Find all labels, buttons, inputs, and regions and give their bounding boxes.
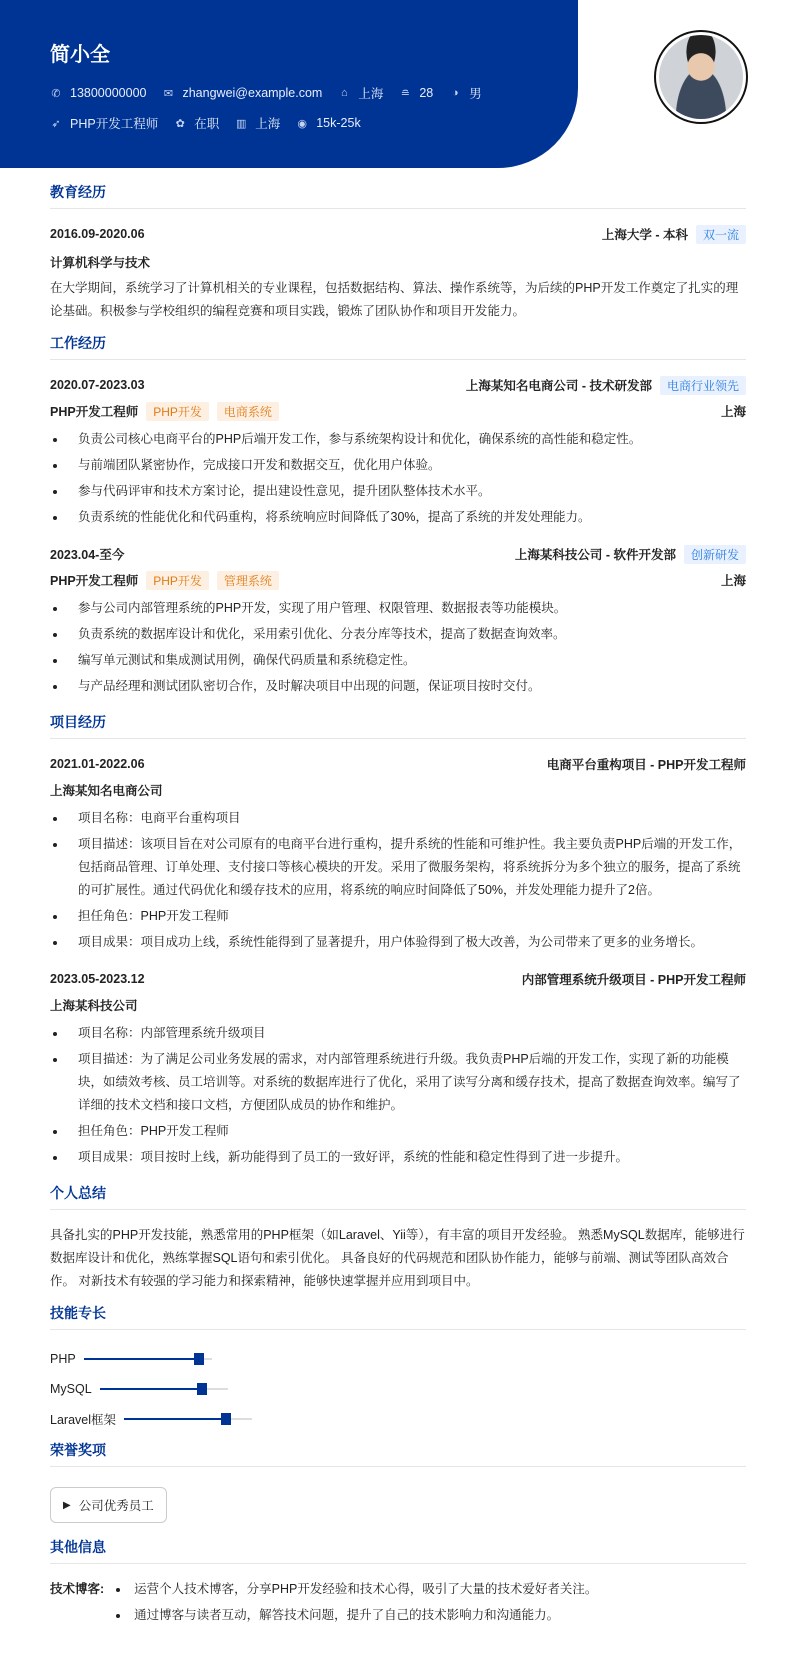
- project-company: 上海某科技公司: [50, 999, 138, 1013]
- work-city: 上海: [720, 574, 746, 588]
- work-role: PHP开发工程师: [50, 404, 139, 419]
- project-item: [50, 753, 746, 954]
- edu-tag: 双一流: [696, 225, 746, 244]
- work-city: 上海: [720, 405, 746, 419]
- skill-name: Laravel框架: [50, 1413, 116, 1427]
- award-item[interactable]: [50, 1487, 167, 1523]
- home-icon: ⌂: [341, 87, 348, 99]
- skills-title: 技能专长: [50, 1303, 746, 1330]
- skill-tag: 管理系统: [217, 571, 279, 590]
- bullet: 负责公司核心电商平台的PHP后端开发工作，参与系统架构设计和优化，确保系统的高性能和稳定性。: [50, 428, 746, 451]
- skill-level-handle: [221, 1413, 231, 1425]
- other-title: 其他信息: [50, 1537, 746, 1564]
- work-item: [50, 374, 746, 529]
- work-company: 上海某科技公司 - 软件开发部: [514, 547, 676, 562]
- bullet: 项目成果：项目按时上线，新功能得到了员工的一致好评，系统的性能和稳定性得到了进一步提升。: [50, 1146, 746, 1169]
- work-company: 上海某知名电商公司 - 技术研发部: [465, 378, 652, 393]
- project-period: 2023.05-2023.12: [50, 972, 145, 986]
- education-title: 教育经历: [50, 182, 746, 209]
- other-bullet: 运营个人技术博客，分享PHP开发经验和技术心得，吸引了大量的技术爱好者关注。: [104, 1578, 597, 1601]
- bullet: 担任角色：PHP开发工程师: [50, 1120, 746, 1143]
- candidate-name: 简小全: [50, 44, 110, 66]
- work-title: 工作经历: [50, 333, 746, 360]
- skill-tag: 电商系统: [217, 402, 279, 421]
- phone-icon: ✆: [51, 87, 61, 100]
- project-period: 2021.01-2022.06: [50, 757, 145, 771]
- bullet: 与产品经理和测试团队密切合作，及时解决项目中出现的问题，保证项目按时交付。: [50, 675, 746, 698]
- work-period: 2023.04-至今: [50, 548, 125, 562]
- work-role: PHP开发工程师: [50, 573, 139, 588]
- bullet: 项目描述：为了满足公司业务发展的需求，对内部管理系统进行升级。我负责PHP后端的开发工作，实现了新的功能模块，如绩效考核、员工培训等。对系统的数据库进行了优化，采用了读写分离和缓存技术，提高了数据查询效率。编写了详细的技术文档和接口文档，方便团队成员的协作和维护。: [50, 1048, 746, 1117]
- bullet: 项目描述：该项目旨在对公司原有的电商平台进行重构，提升系统的性能和可维护性。我主要负责PHP后端的开发工作，包括商品管理、订单处理、支付接口等核心模块的开发。采用了微服务架构，将系统拆分为多个独立的服务，提高了系统的可扩展性。通过代码优化和缓存技术的应用，将系统的响应时间降低了50%，并发处理能力提升了2倍。: [50, 833, 746, 902]
- resume-header: [0, 0, 578, 168]
- status-icon: ✿: [175, 117, 185, 130]
- gender: 男: [469, 87, 482, 101]
- projects-title: 项目经历: [50, 712, 746, 739]
- phone: 13800000000: [70, 86, 147, 100]
- bullet: 担任角色：PHP开发工程师: [50, 905, 746, 928]
- gender-icon: ◑: [451, 87, 459, 99]
- skill-name: MySQL: [50, 1382, 92, 1396]
- skill-item: [50, 1404, 400, 1434]
- work-period: 2020.07-2023.03: [50, 378, 145, 392]
- bullet: 负责系统的数据库设计和优化，采用索引优化、分表分库等技术，提高了数据查询效率。: [50, 623, 746, 646]
- edu-period: 2016.09-2020.06: [50, 227, 145, 241]
- summary-title: 个人总结: [50, 1183, 746, 1210]
- skill-level-bar: [124, 1418, 252, 1420]
- salary: 15k-25k: [316, 116, 361, 130]
- triangle-icon: ▶: [63, 1499, 71, 1511]
- edu-major: 计算机科学与技术: [50, 256, 151, 270]
- building-icon: ▥: [236, 117, 247, 130]
- email: zhangwei@example.com: [182, 86, 323, 100]
- project-name: 电商平台重构项目 - PHP开发工程师: [546, 758, 746, 772]
- bullet: 参与公司内部管理系统的PHP开发，实现了用户管理、权限管理、数据报表等功能模块。: [50, 597, 746, 620]
- project-company: 上海某知名电商公司: [50, 784, 163, 798]
- send-icon: ➶: [51, 117, 61, 130]
- work-tag: 电商行业领先: [660, 376, 746, 395]
- work-tag: 创新研发: [684, 545, 746, 564]
- status: 在职: [194, 117, 220, 131]
- bullet: 项目名称：内部管理系统升级项目: [50, 1022, 746, 1045]
- age: 28: [419, 86, 434, 100]
- avatar: [654, 30, 748, 124]
- skill-tag: PHP开发: [146, 571, 209, 590]
- project-item: [50, 968, 746, 1169]
- city: 上海: [358, 87, 384, 101]
- other-label: 技术博客:: [50, 1582, 105, 1596]
- work-city: 上海: [255, 117, 281, 131]
- skill-level-handle: [194, 1353, 204, 1365]
- other-bullet: 通过博客与读者互动，解答技术问题，提升了自己的技术影响力和沟通能力。: [104, 1604, 597, 1627]
- skill-tag: PHP开发: [146, 402, 209, 421]
- skill-level-handle: [197, 1383, 207, 1395]
- summary-text: 具备扎实的PHP开发技能，熟悉常用的PHP框架（如Laravel、Yii等），有丰富的项目开发经验。 熟悉MySQL数据库，能够进行数据库设计和优化，熟练掌握SQL语句和索引优化。 具备良好的代码规范和团队协作能力，能够与前端、测试等团队高效合作。 对新技术有较强的学习能力和探索精神，能够快速掌握并应用到项目中。: [50, 1228, 745, 1288]
- award-label: 公司优秀员工: [78, 1499, 154, 1513]
- skill-name: PHP: [50, 1352, 76, 1366]
- project-name: 内部管理系统升级项目 - PHP开发工程师: [521, 973, 746, 987]
- edu-desc: 在大学期间，系统学习了计算机相关的专业课程，包括数据结构、算法、操作系统等，为后续的PHP开发工作奠定了扎实的理论基础。积极参与学校组织的编程竞赛和项目实践，锻炼了团队协作和项目开发能力。: [50, 281, 739, 318]
- salary-icon: ◉: [297, 117, 308, 130]
- bullet: 参与代码评审和技术方案讨论，提出建设性意见，提升团队整体技术水平。: [50, 480, 746, 503]
- bullet: 编写单元测试和集成测试用例，确保代码质量和系统稳定性。: [50, 649, 746, 672]
- bullet: 项目成果：项目成功上线，系统性能得到了显著提升，用户体验得到了极大改善，为公司带来了更多的业务增长。: [50, 931, 746, 954]
- skill-level-bar: [84, 1358, 212, 1360]
- bullet: 项目名称：电商平台重构项目: [50, 807, 746, 830]
- work-item: [50, 543, 746, 698]
- skill-item: [50, 1344, 400, 1374]
- skill-item: [50, 1374, 400, 1404]
- mail-icon: ✉: [163, 87, 174, 100]
- bullet: 与前端团队紧密协作，完成接口开发和数据交互，优化用户体验。: [50, 454, 746, 477]
- bullet: 负责系统的性能优化和代码重构，将系统响应时间降低了30%，提高了系统的并发处理能力。: [50, 506, 746, 529]
- skill-level-bar: [100, 1388, 228, 1390]
- edu-school: 上海大学 - 本科: [601, 227, 688, 242]
- age-icon: ≘: [400, 87, 410, 100]
- awards-title: 荣誉奖项: [50, 1440, 746, 1467]
- position: PHP开发工程师: [70, 117, 159, 131]
